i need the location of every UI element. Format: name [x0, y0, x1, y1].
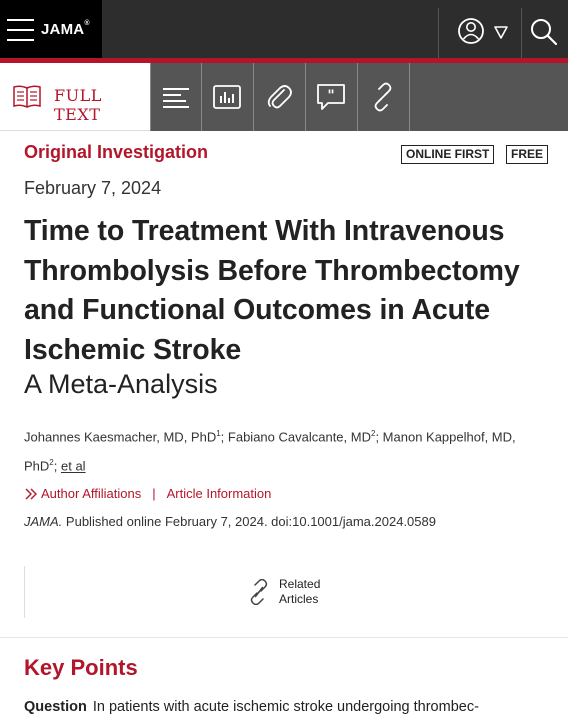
article-information-link[interactable]: Article Information — [166, 486, 272, 501]
related-articles-button[interactable] — [247, 577, 320, 607]
paperclip-icon — [264, 82, 294, 112]
sections-button[interactable] — [150, 63, 201, 131]
cite-button[interactable] — [305, 63, 356, 131]
toolbar-divider — [409, 63, 410, 131]
online-first-badge: ONLINE FIRST — [401, 145, 494, 164]
et-al-link[interactable]: et al — [60, 458, 86, 474]
chart-icon — [212, 84, 242, 110]
key-points-question — [24, 699, 564, 715]
account-button[interactable] — [440, 8, 522, 58]
key-points-heading: Key Points — [24, 655, 138, 680]
journal-abbrev: JAMA. — [24, 514, 63, 529]
section-divider — [0, 637, 568, 638]
article-toolbar — [0, 63, 568, 131]
author-name[interactable]: Johannes Kaesmacher, MD, PhD — [24, 429, 217, 445]
question-label: Question — [24, 699, 87, 715]
publication-date: February 7, 2024 — [24, 178, 162, 198]
figures-button[interactable] — [201, 63, 252, 131]
header-divider — [438, 8, 439, 58]
user-icon — [440, 8, 522, 58]
menu-button[interactable] — [0, 0, 102, 58]
quote-icon — [316, 83, 346, 111]
citation-line — [24, 514, 436, 529]
full-text-label: FULL TEXT — [54, 86, 102, 124]
related-label-line1: Related — [279, 577, 321, 591]
jama-logo[interactable]: JAMA® — [41, 20, 90, 38]
link-icon — [368, 82, 398, 112]
citation-text: Published online February 7, 2024. doi:10.1001/jama.2024.0589 — [65, 514, 436, 529]
double-chevron-right-icon — [24, 488, 38, 500]
related-label-line2: Articles — [279, 592, 319, 606]
tab-full-text[interactable] — [0, 63, 150, 131]
author-name[interactable]: Fabiano Cavalcante, MD — [227, 429, 371, 445]
search-icon — [522, 8, 568, 58]
book-icon — [12, 83, 42, 109]
question-text: In patients with acute ischemic stroke undergoing thrombec- — [92, 699, 479, 715]
supplemental-button[interactable] — [253, 63, 304, 131]
article-title: Time to Treatment With Intravenous Thrombolysis Before Thrombectomy and Functional Outcomes in Acute Ischemic Stroke — [24, 215, 520, 366]
free-badge: FREE — [506, 145, 548, 164]
svg-text:": " — [327, 88, 335, 104]
author-list: Johannes Kaesmacher, MD, PhD$^1$; Fabiano Cavalcante, $MD^2$; Manon Kappelhof, MD, PhD$^2$; et al — [24, 429, 516, 474]
outline-icon — [161, 85, 191, 109]
top-header — [0, 0, 568, 58]
link-icon — [247, 579, 271, 605]
author-name[interactable]: Manon Kappelhof, MD, PhD — [24, 429, 516, 474]
search-button[interactable] — [522, 8, 568, 58]
link-separator: | — [152, 486, 156, 501]
hamburger-icon — [7, 19, 34, 41]
author-info-links — [24, 486, 271, 501]
article-subtitle: A Meta-Analysis — [24, 369, 218, 399]
share-link-button[interactable] — [357, 63, 408, 131]
author-affiliations-link[interactable]: Author Affiliations — [41, 486, 142, 501]
article-type[interactable]: Original Investigation — [24, 142, 209, 162]
